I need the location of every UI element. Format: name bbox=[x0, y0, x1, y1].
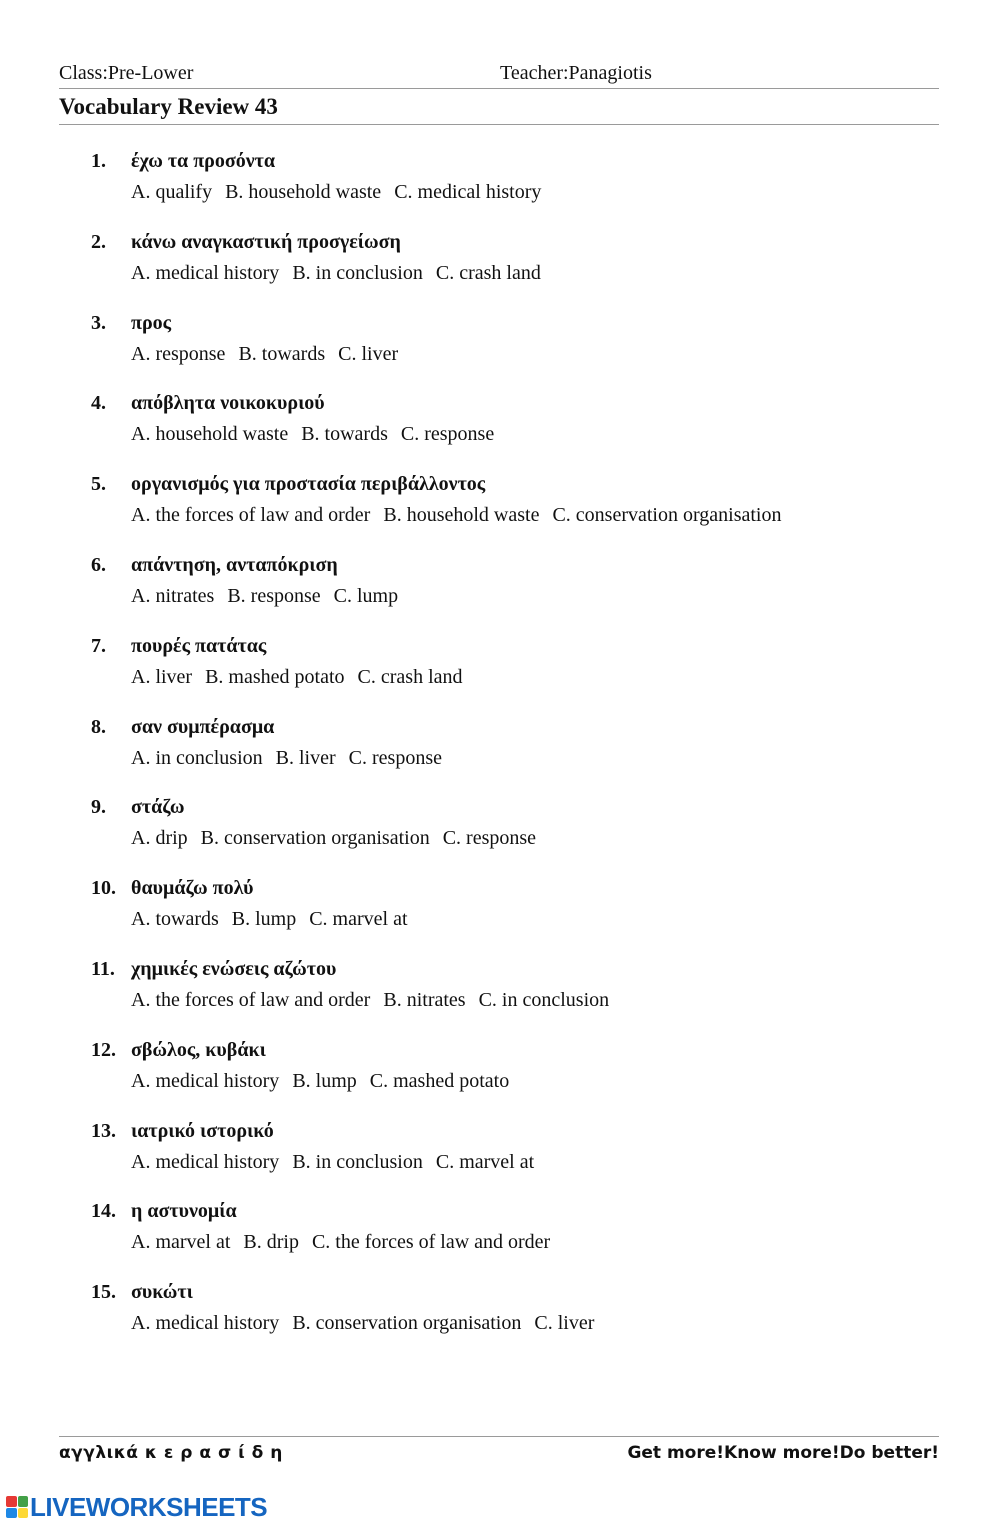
answer-options bbox=[131, 908, 421, 931]
answer-option[interactable]: B. lump bbox=[231, 908, 297, 931]
footer-slogan: Get more!Know more!Do better! bbox=[627, 1443, 939, 1463]
answer-option[interactable]: B. drip bbox=[243, 1231, 299, 1254]
answer-option[interactable]: B. response bbox=[227, 584, 321, 607]
logo-square-green bbox=[18, 1496, 29, 1507]
question-number: 14. bbox=[91, 1200, 116, 1223]
answer-option[interactable]: B. lump bbox=[292, 1069, 357, 1092]
question-number: 6. bbox=[91, 553, 106, 576]
brand-name: LIVEWORKSHEETS bbox=[30, 1491, 268, 1522]
answer-options bbox=[131, 504, 795, 527]
answer-options bbox=[131, 181, 554, 204]
question-prompt: στάζω bbox=[131, 796, 185, 819]
answer-option[interactable]: C. marvel at bbox=[309, 908, 408, 931]
question-item bbox=[0, 1200, 1000, 1281]
question-number: 2. bbox=[91, 230, 106, 253]
answer-options bbox=[131, 827, 549, 850]
question-number: 8. bbox=[91, 715, 106, 738]
answer-option[interactable]: B. liver bbox=[275, 746, 336, 769]
question-number: 3. bbox=[91, 311, 106, 334]
question-number: 11. bbox=[91, 957, 115, 980]
answer-option[interactable]: A. drip bbox=[131, 827, 188, 850]
question-prompt: οργανισμός για προστασία περιβάλλοντος bbox=[131, 473, 486, 496]
question-number: 12. bbox=[91, 1038, 116, 1061]
answer-option[interactable]: C. conservation organisation bbox=[552, 504, 782, 527]
answer-option[interactable]: C. marvel at bbox=[435, 1150, 535, 1173]
question-number: 7. bbox=[91, 634, 106, 657]
answer-option[interactable]: A. marvel at bbox=[131, 1231, 231, 1254]
answer-option[interactable]: A. the forces of law and order bbox=[131, 504, 371, 527]
answer-option[interactable]: A. medical history bbox=[131, 1312, 280, 1335]
question-prompt: σβώλος, κυβάκι bbox=[131, 1038, 266, 1061]
answer-option[interactable]: A. medical history bbox=[131, 261, 280, 284]
question-prompt: απόβλητα νοικοκυριού bbox=[131, 392, 325, 415]
answer-options bbox=[131, 666, 476, 689]
footer-left-text: αγγλικά κ ε ρ α σ ί δ η bbox=[59, 1443, 283, 1463]
answer-option[interactable]: A. nitrates bbox=[131, 584, 215, 607]
answer-option[interactable]: A. in conclusion bbox=[131, 746, 263, 769]
answer-option[interactable]: C. crash land bbox=[435, 261, 541, 284]
question-item bbox=[0, 716, 1000, 797]
answer-option[interactable]: A. medical history bbox=[131, 1150, 280, 1173]
answer-options bbox=[131, 423, 507, 446]
answer-option[interactable]: B. towards bbox=[238, 342, 326, 365]
answer-option[interactable]: A. liver bbox=[131, 665, 193, 688]
answer-option[interactable]: C. response bbox=[348, 746, 442, 769]
answer-option[interactable]: A. towards bbox=[131, 908, 219, 931]
question-item bbox=[0, 1039, 1000, 1120]
answer-option[interactable]: C. crash land bbox=[357, 665, 463, 688]
question-number: 1. bbox=[91, 150, 106, 172]
liveworksheets-logo-icon bbox=[6, 1496, 28, 1518]
answer-options bbox=[131, 1231, 563, 1254]
question-number: 10. bbox=[91, 877, 116, 900]
worksheet-footer bbox=[59, 1436, 939, 1467]
answer-options bbox=[131, 1312, 607, 1335]
question-item bbox=[0, 1281, 1000, 1362]
answer-option[interactable]: A. the forces of law and order bbox=[131, 988, 371, 1011]
answer-option[interactable]: B. in conclusion bbox=[292, 1150, 423, 1173]
question-item bbox=[0, 150, 1000, 231]
answer-option[interactable]: C. in conclusion bbox=[478, 988, 610, 1011]
liveworksheets-brand[interactable] bbox=[6, 1493, 267, 1521]
answer-option[interactable]: A. household waste bbox=[131, 423, 289, 446]
question-item bbox=[0, 796, 1000, 877]
question-item bbox=[0, 1120, 1000, 1201]
answer-option[interactable]: C. mashed potato bbox=[369, 1069, 510, 1092]
answer-option[interactable]: A. qualify bbox=[131, 181, 213, 203]
answer-option[interactable]: B. nitrates bbox=[383, 988, 466, 1011]
answer-option[interactable]: C. response bbox=[400, 423, 495, 446]
question-item bbox=[0, 392, 1000, 473]
answer-option[interactable]: C. the forces of law and order bbox=[311, 1231, 551, 1254]
question-prompt: η αστυνομία bbox=[131, 1200, 237, 1223]
answer-option[interactable]: B. conservation organisation bbox=[200, 827, 430, 850]
teacher-label: Teacher:Panagiotis bbox=[500, 62, 652, 84]
answer-option[interactable]: B. household waste bbox=[225, 181, 382, 203]
answer-option[interactable]: C. response bbox=[442, 827, 537, 850]
logo-square-blue bbox=[6, 1508, 17, 1519]
question-number: 9. bbox=[91, 796, 106, 819]
answer-options bbox=[131, 1070, 522, 1093]
answer-option[interactable]: C. liver bbox=[338, 342, 399, 365]
answer-options bbox=[131, 585, 411, 608]
answer-options bbox=[131, 989, 622, 1012]
answer-option[interactable]: B. conservation organisation bbox=[292, 1312, 522, 1335]
question-number: 13. bbox=[91, 1119, 116, 1142]
worksheet-title: Vocabulary Review 43 bbox=[59, 94, 939, 125]
answer-options bbox=[131, 262, 554, 285]
question-item bbox=[0, 231, 1000, 312]
question-item bbox=[0, 312, 1000, 393]
answer-option[interactable]: C. liver bbox=[534, 1312, 595, 1335]
worksheet-header bbox=[59, 62, 939, 89]
question-number: 5. bbox=[91, 473, 106, 496]
question-item bbox=[0, 554, 1000, 635]
question-item bbox=[0, 958, 1000, 1039]
answer-option[interactable]: B. in conclusion bbox=[292, 261, 423, 284]
answer-option[interactable]: A. response bbox=[131, 342, 226, 365]
question-item bbox=[0, 473, 1000, 554]
answer-option[interactable]: C. medical history bbox=[394, 181, 542, 203]
question-number: 15. bbox=[91, 1281, 116, 1304]
question-number: 4. bbox=[91, 392, 106, 415]
question-list bbox=[0, 150, 1000, 1362]
question-prompt: προς bbox=[131, 311, 172, 334]
logo-square-yellow bbox=[18, 1508, 29, 1519]
class-label: Class:Pre-Lower bbox=[59, 62, 194, 84]
question-prompt: έχω τα προσόντα bbox=[131, 150, 276, 172]
question-prompt: κάνω αναγκαστική προσγείωση bbox=[131, 230, 401, 253]
question-prompt: συκώτι bbox=[131, 1281, 193, 1304]
answer-option[interactable]: B. mashed potato bbox=[205, 665, 345, 688]
answer-option[interactable]: B. towards bbox=[301, 423, 388, 446]
answer-option[interactable]: B. household waste bbox=[383, 504, 540, 527]
question-prompt: πουρές πατάτας bbox=[131, 634, 267, 657]
logo-square-red bbox=[6, 1496, 17, 1507]
question-prompt: απάντηση, ανταπόκριση bbox=[131, 553, 338, 576]
answer-options bbox=[131, 747, 455, 770]
answer-options bbox=[131, 1151, 547, 1174]
question-item bbox=[0, 877, 1000, 958]
answer-options bbox=[131, 343, 411, 366]
question-prompt: χημικές ενώσεις αζώτου bbox=[131, 957, 337, 980]
answer-option[interactable]: A. medical history bbox=[131, 1069, 280, 1092]
question-item bbox=[0, 635, 1000, 716]
question-prompt: σαν συμπέρασμα bbox=[131, 715, 275, 738]
question-prompt: θαυμάζω πολύ bbox=[131, 877, 254, 900]
question-prompt: ιατρικό ιστορικό bbox=[131, 1119, 274, 1142]
answer-option[interactable]: C. lump bbox=[333, 584, 399, 607]
